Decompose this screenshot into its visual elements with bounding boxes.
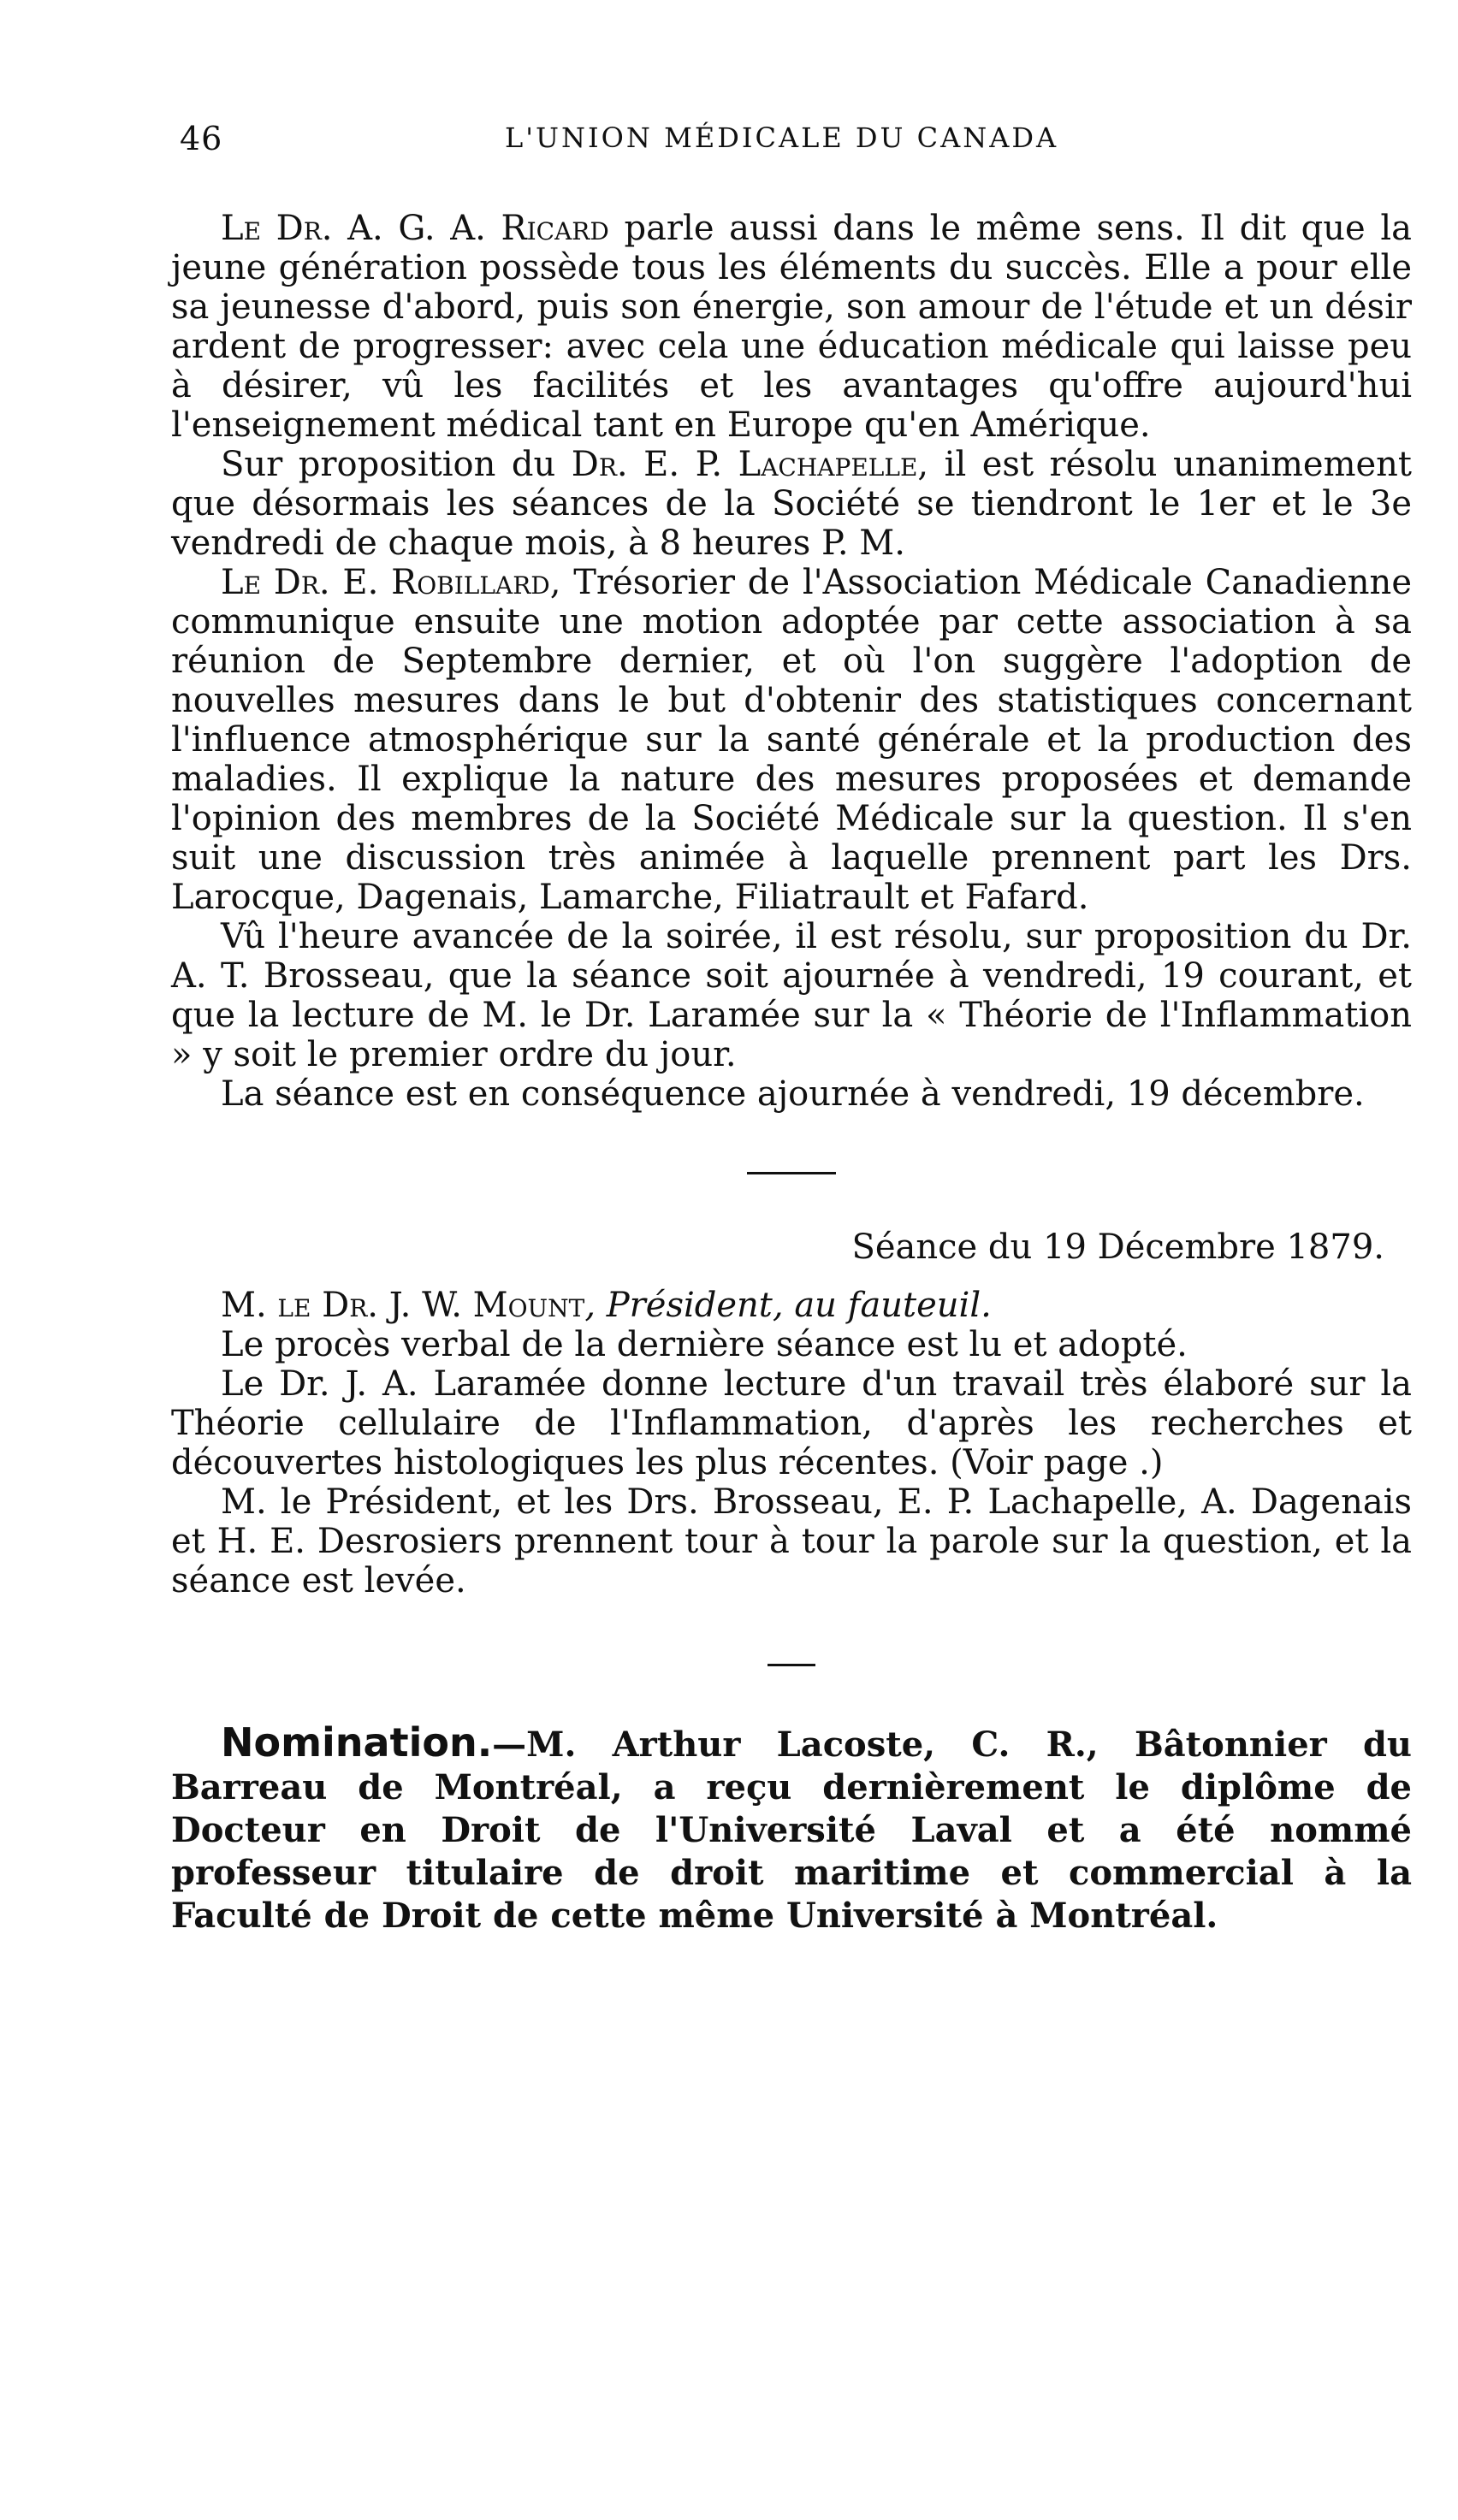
speaker-name: Le Dr. A. G. A. Ricard xyxy=(221,209,609,248)
page-number: 46 xyxy=(180,120,223,157)
seance-heading: Séance du 19 Décembre 1879. xyxy=(851,1227,1384,1267)
section-divider xyxy=(747,1172,836,1174)
paragraph-adjournment: La séance est en conséquence ajournée à vendredi, 19 décembre. xyxy=(221,1074,1365,1114)
president-name: M. le Dr. J. W. Mount xyxy=(221,1286,585,1325)
section-divider xyxy=(768,1664,815,1666)
nomination-title: Nomination. xyxy=(221,1719,493,1766)
nomination-section xyxy=(171,1721,1412,1937)
journal-page xyxy=(171,120,1412,1937)
paragraph-discussion: M. le Président, et les Drs. Brosseau, E. P. Lachapelle, A. Dagenais et H. E. Desrosiers prennent tour à tour la parole sur la question, et la séance est levée. xyxy=(171,1482,1412,1600)
running-head xyxy=(171,120,1412,171)
speaker-name: Le Dr. E. Robillard xyxy=(221,563,550,602)
paragraph-text: Sur proposition du xyxy=(221,445,572,484)
nomination-text: —M. Arthur Lacoste, C. R., Bâtonnier du Barreau de Montréal, a reçu dernièrement le diplôme de Docteur en Droit de l'Université Laval et a été nommé professeur titulaire de droit maritime et commercial à la Faculté de Droit de cette même Université à Montréal. xyxy=(171,1724,1412,1936)
journal-title: L'UNION MÉDICALE DU CANADA xyxy=(505,121,1059,154)
paragraph-robillard xyxy=(171,563,1412,917)
paragraph-laramee: Le Dr. J. A. Laramée donne lecture d'un travail très élaboré sur la Théorie cellulaire de l'Inflammation, d'après les recherches et découvertes histologiques les plus récentes. (Voir page .) xyxy=(171,1364,1412,1482)
paragraph-proposition xyxy=(171,445,1412,563)
paragraph-proces-verbal: Le procès verbal de la dernière séance est lu et adopté. xyxy=(221,1325,1188,1364)
paragraph-text: , il est résolu unanimement que désormais les séances de la Société se tiendront le 1er et le 3e vendredi de chaque mois, à 8 heures P. M. xyxy=(171,445,1413,563)
paragraph-president xyxy=(171,1286,1412,1325)
paragraph-text: parle aussi dans le même sens. Il dit que la jeune génération possède tous les éléments du succès. Elle a pour elle sa jeunesse d'abord, puis son énergie, son amour de l'étude et un désir ardent de progresser: avec cela une éducation médicale qui laisse peu à désirer, vû les facilités et les avantages qu'offre aujourd'hui l'enseignement médical tant en Europe qu'en Amérique. xyxy=(171,209,1412,445)
proposer-name: Dr. E. P. Lachapelle xyxy=(571,445,918,484)
paragraph-nomination xyxy=(171,1721,1412,1937)
paragraph-text: , Trésorier de l'Association Médicale Canadienne communique ensuite une motion adoptée par cette association à sa réunion de Septembre dernier, et où l'on suggère l'adoption de nouvelles mesures dans le but d'obtenir des statistiques concernant l'influence atmosphérique sur la santé générale et la production des maladies. Il explique la nature des mesures proposées et demande l'opinion des membres de la Société Médicale sur la question. Il s'en suit une discussion très animée à laquelle prennent part les Drs. Larocque, Dagenais, Lamarche, Filiatrault et Fafard. xyxy=(171,563,1412,917)
minutes-section xyxy=(171,209,1412,1114)
paragraph-ricard xyxy=(171,209,1412,445)
seance-section xyxy=(171,1227,1412,1600)
president-title: , Président, au fauteuil. xyxy=(584,1286,992,1325)
paragraph-adjournment-motion: Vû l'heure avancée de la soirée, il est résolu, sur proposition du Dr. A. T. Brosseau, que la séance soit ajournée à vendredi, 19 courant, et que la lecture de M. le Dr. Laramée sur la « Théorie de l'Inflammation » y soit le premier ordre du jour. xyxy=(171,917,1412,1074)
